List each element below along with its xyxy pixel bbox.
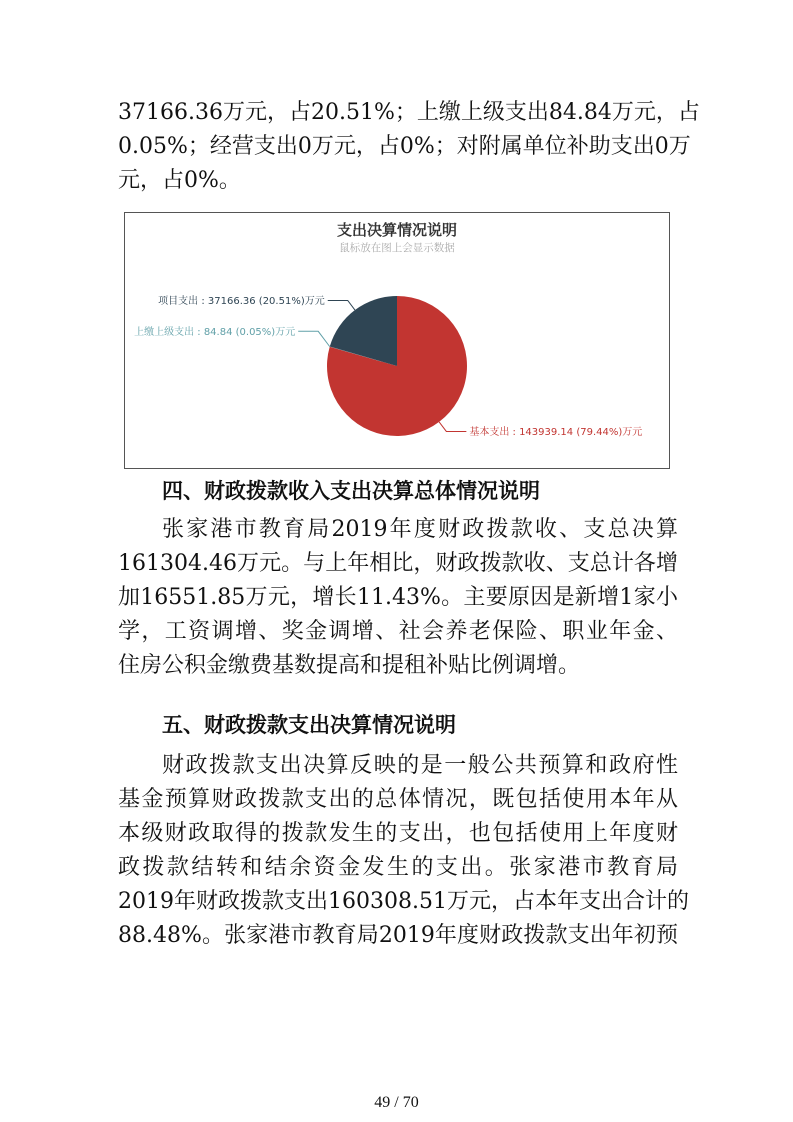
pie-label-0: 基本支出 : 143939.14 (79.44%)万元 — [469, 426, 643, 438]
section5-line: 财政拨款支出决算反映的是一般公共预算和政府性 — [162, 753, 678, 778]
section5-line: 88.48%。张家港市教育局2019年度财政拨款支出年初预 — [118, 923, 678, 948]
section4-line: 加16551.85万元，增长11.43%。主要原因是新增1家小 — [118, 585, 678, 610]
page-number: 49 / 70 — [374, 1094, 419, 1111]
section4-line: 161304.46万元。与上年相比，财政拨款收、支总计各增 — [118, 551, 678, 576]
pie-slices — [327, 296, 467, 436]
chart-subtitle: 鼠标放在图上会显示数据 — [339, 242, 455, 254]
intro-paragraph — [118, 96, 700, 198]
expenditure-pie-chart[interactable] — [124, 212, 670, 469]
section4-line: 张家港市教育局2019年度财政拨款收、支总决算 — [162, 517, 678, 542]
section4-line: 住房公积金缴费基数提高和提租补贴比例调增。 — [118, 653, 581, 678]
pie-label-line-0 — [439, 422, 466, 432]
pie-label-line-2 — [328, 300, 355, 310]
chart-title: 支出决算情况说明 — [336, 221, 458, 239]
section5-line: 2019年财政拨款支出160308.51万元，占本年支出合计的 — [118, 889, 689, 914]
section4-line: 学，工资调增、奖金调增、社会养老保险、职业年金、 — [118, 619, 678, 644]
pie-label-line-1 — [298, 331, 330, 346]
section5-paragraph — [118, 749, 689, 953]
pie-chart-svg[interactable] — [125, 213, 669, 468]
section-heading-5: 五、财政拨款支出决算情况说明 — [162, 713, 456, 737]
pie-label-1: 上缴上级支出 : 84.84 (0.05%)万元 — [134, 326, 296, 338]
intro-line: 0.05%；经营支出0万元，占0%；对附属单位补助支出0万 — [118, 134, 691, 159]
section5-line: 基金预算财政拨款支出的总体情况，既包括使用本年从 — [118, 787, 678, 812]
section5-line: 本级财政取得的拨款发生的支出，也包括使用上年度财 — [118, 821, 678, 846]
intro-line: 元，占0%。 — [118, 168, 241, 193]
section4-paragraph — [118, 513, 678, 683]
pie-label-2: 项目支出 : 37166.36 (20.51%)万元 — [158, 295, 325, 307]
section-heading-4: 四、财政拨款收入支出决算总体情况说明 — [162, 479, 540, 503]
section5-line: 政拨款结转和结余资金发生的支出。张家港市教育局 — [118, 855, 678, 880]
intro-line: 37166.36万元，占20.51%；上缴上级支出84.84万元，占 — [118, 100, 700, 125]
